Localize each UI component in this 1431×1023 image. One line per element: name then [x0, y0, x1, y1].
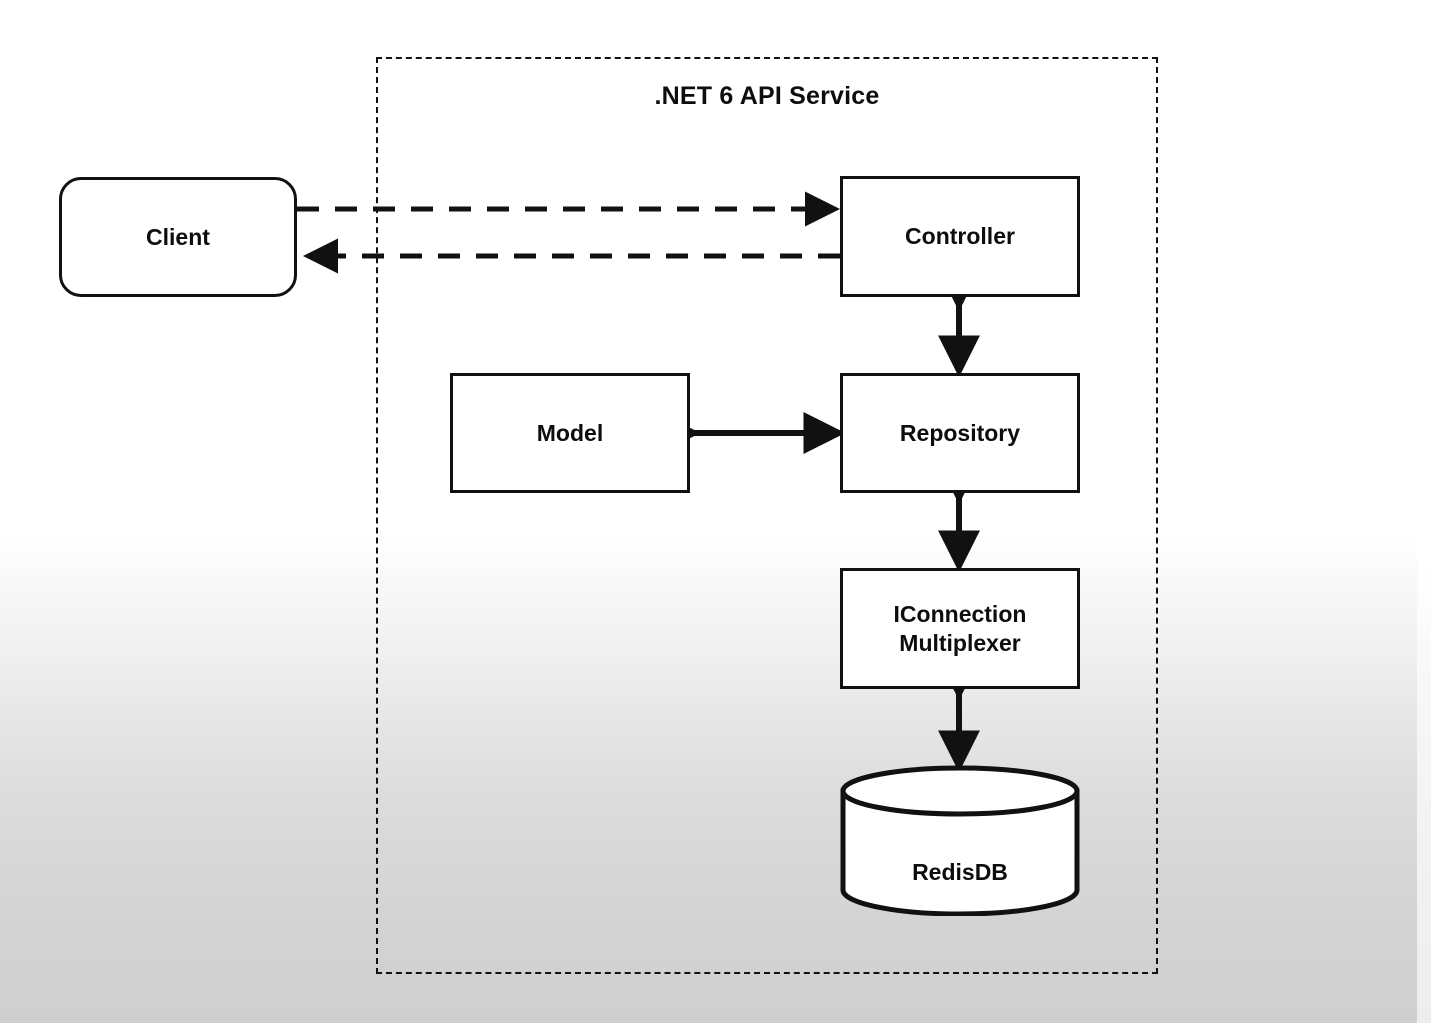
- node-controller[interactable]: [840, 176, 1080, 297]
- node-client-label: Client: [146, 223, 210, 250]
- node-multiplexer-label-line2: Multiplexer: [899, 629, 1021, 656]
- background-edge-band: [1417, 0, 1431, 1023]
- node-controller-label: Controller: [905, 223, 1015, 250]
- node-iconnection-multiplexer[interactable]: [840, 568, 1080, 689]
- node-client[interactable]: [59, 177, 297, 297]
- node-repository-label: Repository: [899, 419, 1021, 446]
- cylinder-shape: [840, 765, 1080, 916]
- node-redisdb[interactable]: [840, 765, 1080, 916]
- node-model-label: Model: [536, 419, 604, 446]
- node-model[interactable]: [450, 373, 690, 493]
- node-repository[interactable]: [840, 373, 1080, 493]
- service-boundary-title: .NET 6 API Service: [654, 82, 880, 110]
- node-multiplexer-label-line1: IConnection: [893, 600, 1027, 627]
- node-redisdb-label: RedisDB: [912, 859, 1008, 885]
